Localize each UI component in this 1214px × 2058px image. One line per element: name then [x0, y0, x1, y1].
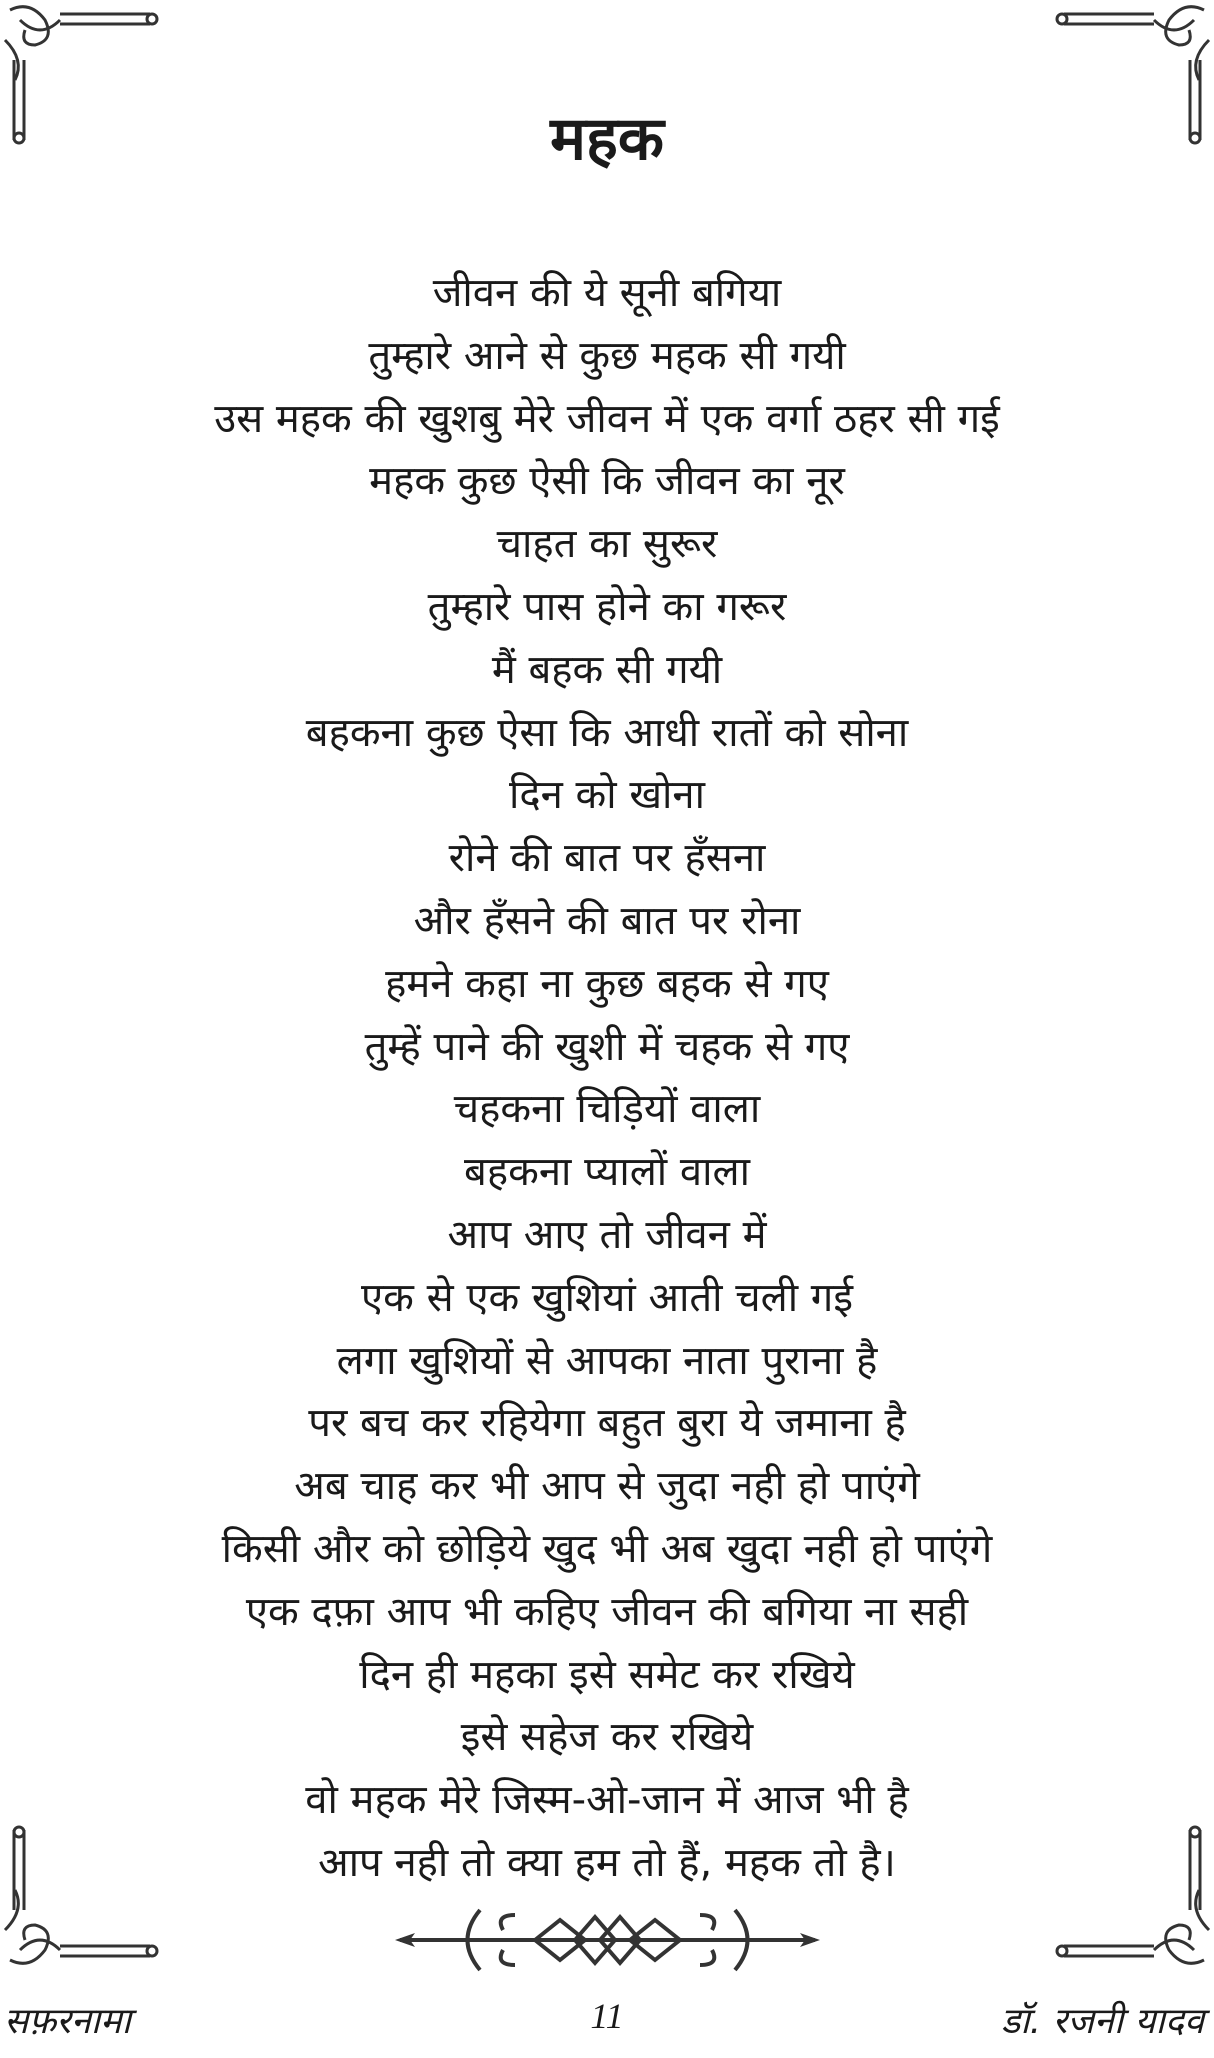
poem-line: आप नही तो क्या हम तो हैं, महक तो है। — [318, 1839, 896, 1886]
poem-line: लगा खुशियों से आपका नाता पुराना है — [336, 1337, 878, 1384]
poem-line: किसी और को छोड़िये खुद भी अब खुदा नही हो पाएंगे — [221, 1525, 993, 1572]
poem-line: वो महक मेरे जिस्म-ओ-जान में आज भी है — [305, 1777, 909, 1824]
poem-line: पर बच कर रहियेगा बहुत बुरा ये जमाना है — [308, 1400, 906, 1447]
page-number: 11 — [590, 1996, 624, 2036]
poem-line: अब चाह कर भी आप से जुदा नही हो पाएंगे — [294, 1463, 920, 1510]
poem-line: और हँसने की बात पर रोना — [413, 897, 801, 944]
poem-line: आप आए तो जीवन में — [447, 1211, 767, 1258]
poem-line: इसे सहेज कर रखिये — [460, 1714, 754, 1761]
poem-line: चाहत का सुरूर — [496, 521, 718, 568]
poem-line: बहकना कुछ ऐसा कि आधी रातों को सोना — [305, 709, 909, 756]
poem-line: तुम्हारे आने से कुछ महक सी गयी — [368, 332, 846, 379]
poem-body — [0, 262, 1214, 1895]
poem-line: दिन ही महका इसे समेट कर रखिये — [359, 1651, 855, 1698]
poem-line: जीवन की ये सूनी बगिया — [432, 270, 782, 316]
poem-line: तुम्हारे पास होने का गरूर — [427, 583, 787, 630]
poem-line: उस महक की खुशबु मेरे जीवन में एक वर्गा ठहर सी गई — [214, 395, 1000, 442]
poem-line: चहकना चिड़ियों वाला — [453, 1086, 761, 1133]
poem-line: दिन को खोना — [509, 772, 705, 819]
poem-line: रोने की बात पर हँसना — [448, 835, 766, 882]
poem-title: महक — [550, 104, 664, 174]
poem-line: तुम्हें पाने की खुशी में चहक से गए — [364, 1023, 850, 1070]
poem-line: एक दफ़ा आप भी कहिए जीवन की बगिया ना सही — [245, 1588, 969, 1635]
decorative-divider-icon — [395, 1905, 820, 1975]
poem-line: महक कुछ ऐसी कि जीवन का नूर — [369, 458, 845, 505]
poem-line: एक से एक खुशियां आती चली गई — [361, 1274, 853, 1321]
poem-line: मैं बहक सी गयी — [491, 646, 723, 693]
author-name: डॉ. रजनी यादव — [1001, 2001, 1204, 2042]
book-title: सफ़रनामा — [4, 2001, 131, 2042]
poem-line: हमने कहा ना कुछ बहक से गए — [385, 960, 829, 1007]
poem-line: बहकना प्यालों वाला — [464, 1149, 750, 1196]
